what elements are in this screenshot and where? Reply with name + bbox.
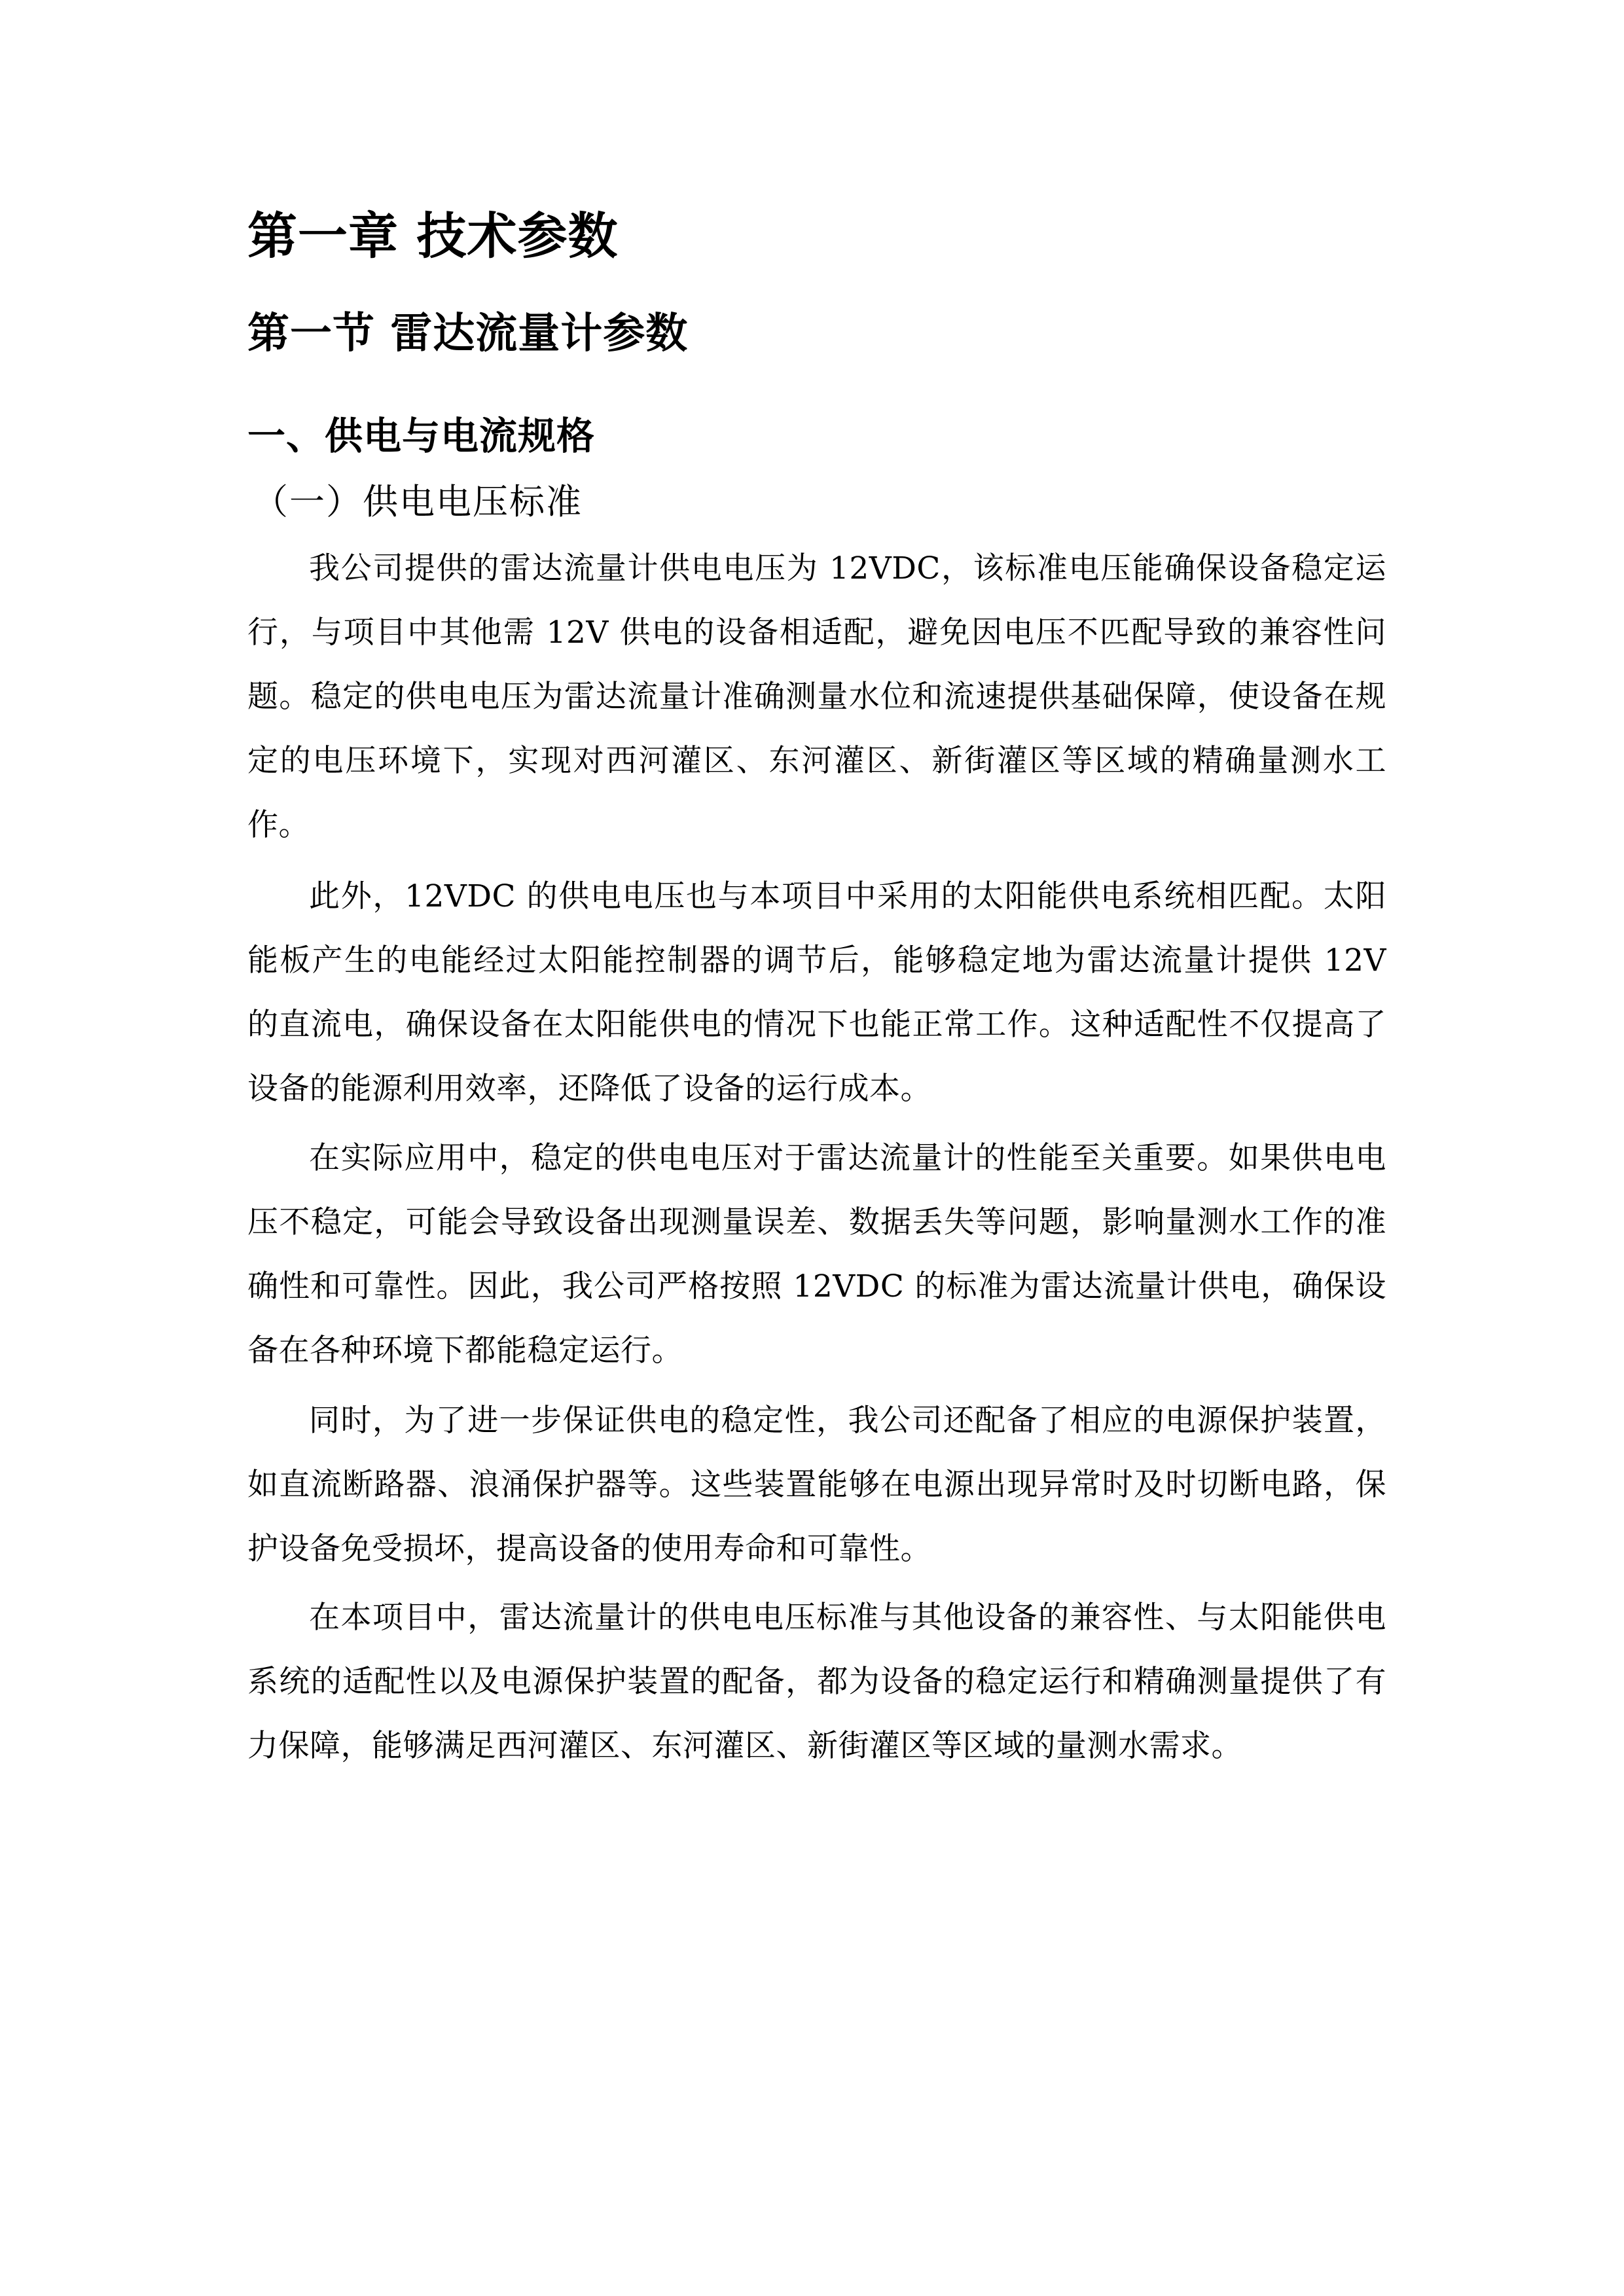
item-title: 一、供电与电流规格 xyxy=(247,414,596,458)
page-content xyxy=(247,0,1386,2296)
paragraph: 在本项目中，雷达流量计的供电电压标准与其他设备的兼容性、与太阳能供电系统的适配性以及电源保护装置的配备，都为设备的稳定运行和精确测量提供了有力保障，能够满足西河灌区、东河灌区、新街灌区等区域的量测水需求。 xyxy=(247,1600,1386,1764)
subitem-title: （一）供电电压标准 xyxy=(253,481,583,522)
section-title: 第一节 雷达流量计参数 xyxy=(247,310,689,358)
paragraph: 在实际应用中，稳定的供电电压对于雷达流量计的性能至关重要。如果供电电压不稳定，可能会导致设备出现测量误差、数据丢失等问题，影响量测水工作的准确性和可靠性。因此，我公司严格按照 12VDC 的标准为雷达流量计供电，确保设备在各种环境下都能稳定运行。 xyxy=(247,1140,1386,1369)
chapter-title: 第一章 技术参数 xyxy=(247,207,619,265)
paragraph: 我公司提供的雷达流量计供电电压为 12VDC，该标准电压能确保设备稳定运行，与项目中其他需 12V 供电的设备相适配，避免因电压不匹配导致的兼容性问题。稳定的供电电压为雷达流量计准确测量水位和流速提供基础保障，使设备在规定的电压环境下，实现对西河灌区、东河灌区、新街灌区等区域的精确量测水工作。 xyxy=(247,550,1386,843)
paragraph: 同时，为了进一步保证供电的稳定性，我公司还配备了相应的电源保护装置，如直流断路器、浪涌保护器等。这些装置能够在电源出现异常时及时切断电路，保护设备免受损坏，提高设备的使用寿命和可靠性。 xyxy=(247,1403,1386,1567)
paragraph: 此外，12VDC 的供电电压也与本项目中采用的太阳能供电系统相匹配。太阳能板产生的电能经过太阳能控制器的调节后，能够稳定地为雷达流量计提供 12V 的直流电，确保设备在太阳能供电的情况下也能正常工作。这种适配性不仅提高了设备的能源利用效率，还降低了设备的运行成本。 xyxy=(247,878,1386,1107)
